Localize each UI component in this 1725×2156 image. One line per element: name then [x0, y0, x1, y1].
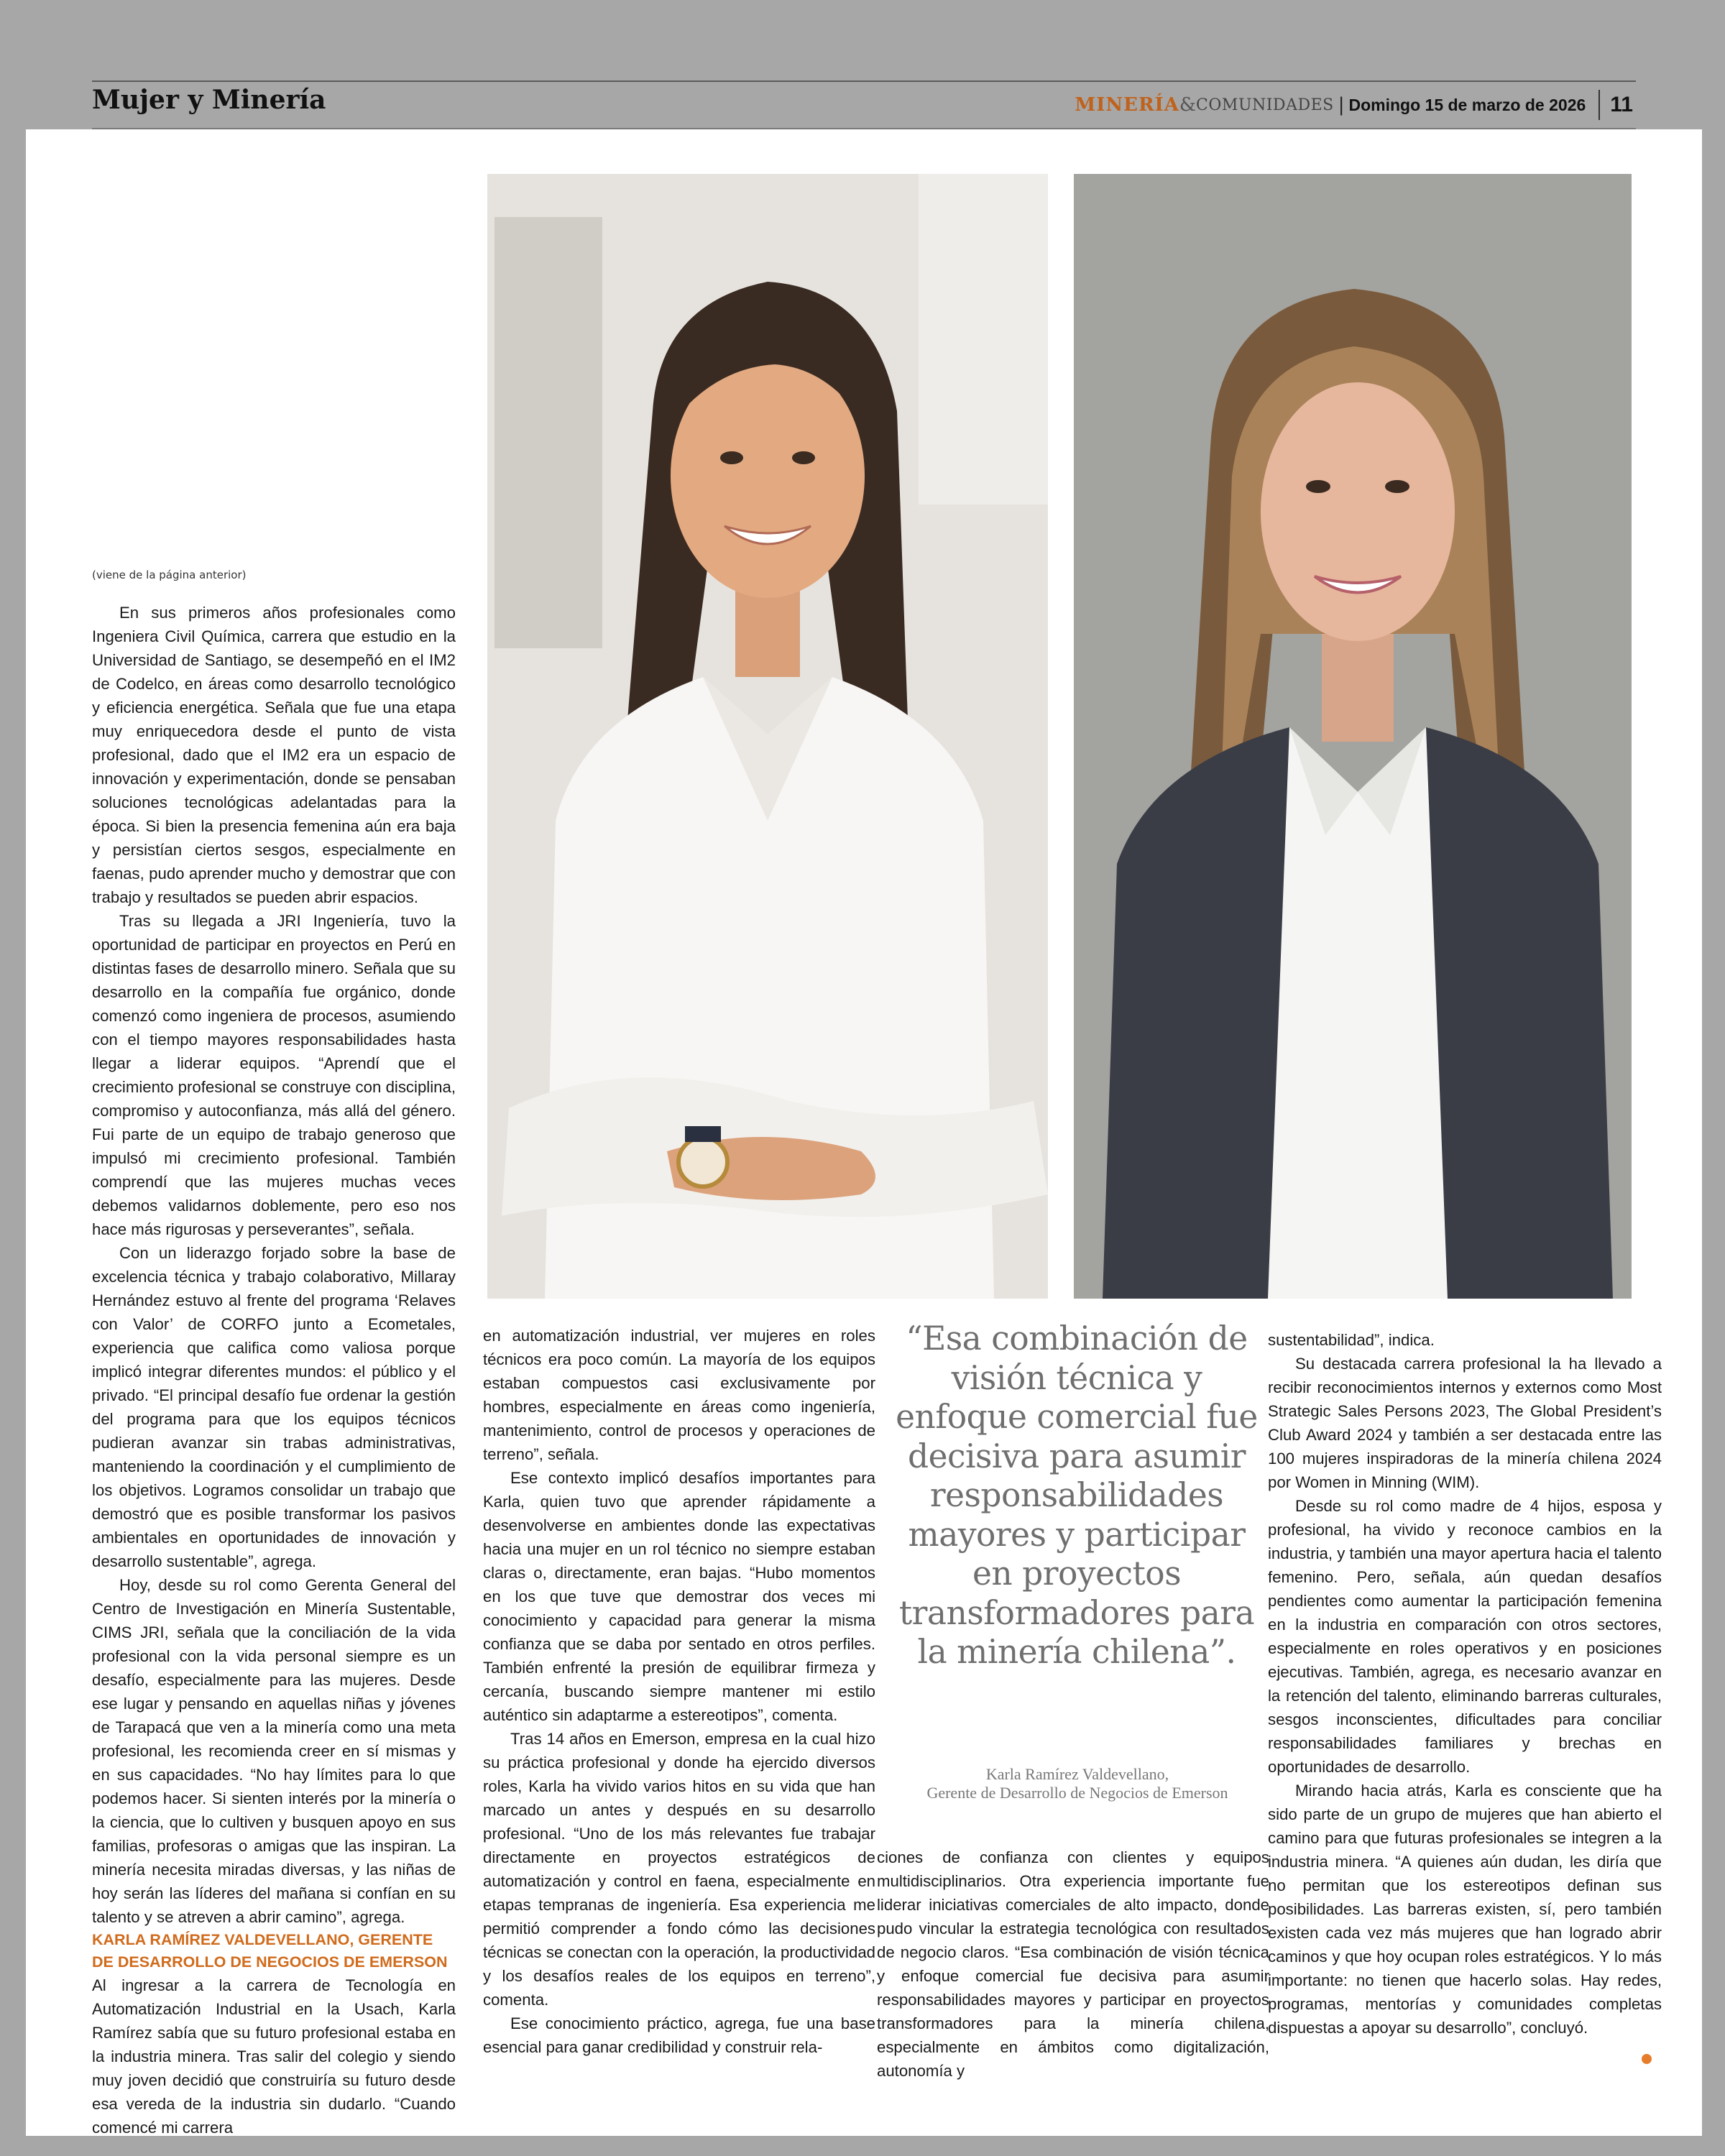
paragraph: Tras su llegada a JRI Ingeniería, tuvo la oportunidad de participar en proyectos en Perú en distintas fases de desarrollo minero. Señala que su desarrollo en la compañía fue orgánico, donde comenzó como ingeniera de procesos, asumiendo con el tiempo mayores responsabilidades hasta llegar a liderar equipos. “Aprendí que el crecimiento profesional se construye con disciplina, compromiso y autoconfianza, más allá del género. Fui parte de un equipo de trabajo generoso que impulsó mi crecimiento profesional. También comprendí que las mujeres muchas veces debemos validarnos doblemente, pero eso nos hace más rigurosas y perseverantes”, señala. — [92, 912, 456, 1238]
article-column-3 — [877, 1846, 1269, 2083]
issue-date: Domingo 15 de marzo de 2026 — [1348, 95, 1586, 114]
newspaper-page — [26, 0, 1702, 2136]
header-masthead — [1075, 89, 1633, 121]
section-subhead: KARLA RAMÍREZ VALDEVELLANO, GERENTE DE DESARROLLO DE NEGOCIOS DE EMERSON — [92, 1931, 448, 1971]
quote-author-role: Gerente de Desarrollo de Negocios de Emerson — [926, 1784, 1228, 1802]
page-header — [26, 0, 1702, 129]
pull-quote-attribution — [881, 1765, 1274, 1802]
pull-quote: “Esa combinación de visión técnica y enfoque comercial fue decisiva para asumir responsabilidades mayores y participar en proyectos transformadores para la minería chilena”. — [896, 1319, 1258, 1671]
brand-ampersand: & — [1179, 94, 1197, 116]
paragraph: Con un liderazgo forjado sobre la base de excelencia técnica y trabajo colaborativo, Millaray Hernández estuvo al frente del programa ‘Relaves con Valor’ de CORFO junto a Ecometales, experiencia que califica como valiosa porque implicó integrar diferentes mundos: el público y el privado. “El principal desafío fue ordenar la gestión del programa para que los equipos técnicos pudieran avanzar sin trabas administrativas, manteniendo la coordinación y el cumplimiento de los objetivos. Logramos consolidar un trabajo que demostró que es posible transformar los pasivos ambientales en oportunidades de innovación y desarrollo sustentable”, agrega. — [92, 1244, 456, 1570]
paragraph: Tras 14 años en Emerson, empresa en la cual hizo su práctica profesional y donde ha ejercido diversos roles, Karla ha vivido varios hitos en su vida que han marcado un antes y después en su desarrollo profesional. “Uno de los más relevantes fue trabajar directamente en proyectos estratégicos de automatización y control en faena, especialmente en etapas tempranas de ingeniería. Esa experiencia me permitió comprender a fondo cómo las decisiones técnicas se conectan con la operación, la productividad y los desafíos reales de los equipos en terreno”, comenta. — [483, 1730, 875, 2009]
paragraph: ciones de confianza con clientes y equipos multidisciplinarios. Otra experiencia importante fue liderar iniciativas comerciales de alto impacto, donde pudo vincular la estrategia tecnológica con resultados de negocio claros. “Esa combinación de visión técnica y enfoque comercial fue decisiva para asumir responsabilidades mayores y participar en proyectos transformadores para la minería chilena, especialmente en ámbitos como digitalización, autonomía y — [877, 1848, 1269, 2080]
page-number: 11 — [1610, 93, 1633, 116]
paragraph: Al ingresar a la carrera de Tecnología en Automatización Industrial en la Usach, Karla Ramírez sabía que su futuro profesional estaba en la industria minera. Tras salir del colegio y siendo muy joven decidió que construiría su futuro desde esa vereda de la industria sin dudarlo. “Cuando comencé mi carrera — [92, 1976, 456, 2136]
brand-name: MINERÍA — [1075, 94, 1179, 116]
paragraph: sustentabilidad”, indica. — [1268, 1331, 1435, 1349]
paragraph: Su destacada carrera profesional la ha llevado a recibir reconocimientos internos y externos como Most Strategic Sales Persons 2023, The Global President’s Club Award 2024 y también a ser destacada entre las 100 mujeres inspiradoras de la minería chilena 2024 por Women in Minning (WIM). — [1268, 1355, 1662, 1491]
portrait-photo-karla — [1074, 174, 1632, 1299]
quote-author-name: Karla Ramírez Valdevellano, — [985, 1765, 1169, 1783]
article-column-2 — [483, 1324, 875, 2059]
article-end-mark — [1642, 2054, 1652, 2064]
paragraph: en automatización industrial, ver mujeres en roles técnicos era poco común. La mayoría de los equipos estaban compuestos casi exclusivamente por hombres, especialmente en áreas como ingeniería, mantenimiento, control de procesos y operaciones de terreno”, señala. — [483, 1327, 875, 1463]
article-column-4 — [1268, 1328, 1662, 2040]
paragraph: Mirando hacia atrás, Karla es consciente que ha sido parte de un grupo de mujeres que han abierto el camino para que futuras profesionales se integren a la industria minera. “A quienes aún dudan, les diría que no permitan que los estereotipos definan sus posibilidades. Las barreras existen, sí, pero también existen cada vez más mujeres que han logrado abrir caminos y que hoy ocupan roles estratégicos. Y lo más importante: no tienen que hacerlo solas. Hay redes, programas, mentorías y comunidades completas dispuestas a apoyar su desarrollo”, concluyó. — [1268, 1782, 1662, 2037]
portrait-photo-millaray — [487, 174, 1048, 1299]
paragraph: Ese conocimiento práctico, agrega, fue una base esencial para ganar credibilidad y construir rela- — [483, 2014, 875, 2056]
header-separator: | — [1338, 94, 1345, 116]
header-vertical-rule — [1598, 90, 1600, 120]
continued-from-note: (viene de la página anterior) — [92, 568, 247, 581]
portrait-illustration — [487, 174, 1048, 1299]
paragraph: En sus primeros años profesionales como Ingeniera Civil Química, carrera que estudio en la Universidad de Santiago, se desempeñó en el IM2 de Codelco, en áreas como desarrollo tecnológico y eficiencia energética. Señala que fue una etapa muy enriquecedora desde el punto de vista profesional, dado que el IM2 era un espacio de innovación y experimentación, donde se pensaban soluciones tecnológicas adelantadas para la época. Si bien la presencia femenina aún era baja y persistían ciertos sesgos, especialmente en faenas, pudo aprender mucho y demostrar que con trabajo y resultados se pueden abrir espacios. — [92, 604, 456, 906]
paragraph: Hoy, desde su rol como Gerenta General del Centro de Investigación en Minería Sustentable, CIMS JRI, señala que la conciliación de la vida profesional con la vida personal siempre es un desafío, especialmente para las mujeres. Desde ese lugar y pensando en aquellas niñas y jóvenes de Tarapacá que ven a la minería como una meta profesional, les recomienda creer en sí mismas y en sus capacidades. “No hay límites para lo que podemos hacer. Si sienten interés por la minería o la ciencia, que lo cultiven y busquen apoyo en sus familias, profesoras o amigas que las inspiran. La minería necesita miradas diversas, y las niñas de hoy serán las líderes del mañana si confían en su talento y se atreven a abrir camino”, agrega. — [92, 1576, 456, 1926]
paragraph: Ese contexto implicó desafíos importantes para Karla, quien tuvo que aprender rápidamente a desenvolverse en ambientes donde las expectativas hacia una mujer en un rol técnico no siempre estaban claras o, directamente, eran bajas. “Hubo momentos en los que tuve que demostrar dos veces mi conocimiento y capacidad para generar la misma confianza que se daba por sentado en otros perfiles. También enfrenté la presión de equilibrar firmeza y cercanía, buscando siempre mantener mi estilo auténtico sin adaptarme a estereotipos”, comenta. — [483, 1469, 875, 1724]
portrait-illustration — [1074, 174, 1632, 1299]
header-bottom-rule — [92, 128, 1636, 129]
header-top-rule — [92, 80, 1636, 82]
article-column-1 — [92, 568, 456, 2136]
paragraph: Desde su rol como madre de 4 hijos, esposa y profesional, ha vivido y reconoce cambios en la industria, y también una mayor apertura hacia el talento femenino. Pero, señala, aún quedan desafíos pendientes como aumentar la participación femenina en la industria en comparación con otros sectores, especialmente en roles operativos y en posiciones ejecutivas. También, agrega, es necesario avanzar en la retención del talento, eliminando barreras culturales, sesgos inconscientes, dificultades para conciliar responsabilidades familiares y brechas en oportunidades de desarrollo. — [1268, 1497, 1662, 1776]
brand-subtitle: COMUNIDADES — [1196, 96, 1334, 114]
section-title: Mujer y Minería — [92, 85, 326, 115]
